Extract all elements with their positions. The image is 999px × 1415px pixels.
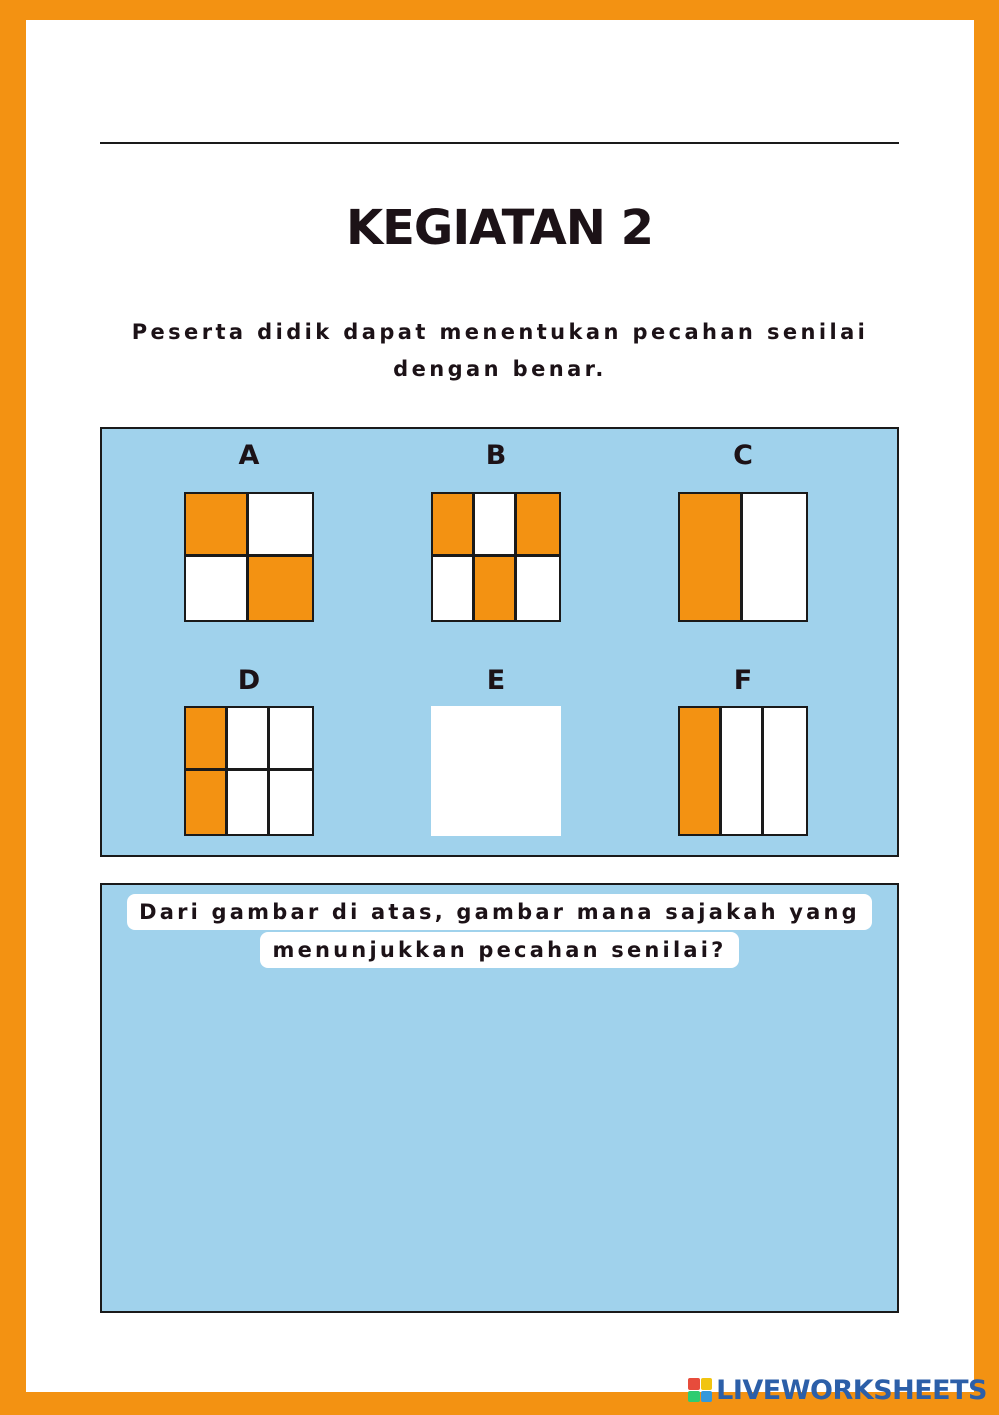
page-title: KEGIATAN 2 <box>345 200 654 256</box>
figure-label-a: A <box>238 440 260 471</box>
unshaded-part <box>228 708 270 771</box>
unshaded-part <box>764 708 806 834</box>
unshaded-part <box>722 708 764 834</box>
shaded-part <box>680 494 743 620</box>
shaded-part <box>186 494 249 557</box>
unshaded-part <box>270 708 312 771</box>
liveworksheets-brand <box>688 1373 987 1407</box>
question-text <box>0 894 999 968</box>
figure-label-e: E <box>486 665 506 696</box>
fraction-figure-b <box>431 492 561 622</box>
fraction-figure-f <box>678 706 808 836</box>
learning-objective: Peserta didik dapat menentukan pecahan senilai dengan benar. <box>131 320 869 381</box>
shaded-part <box>680 708 722 834</box>
unshaded-part <box>270 771 312 834</box>
unshaded-part <box>517 557 559 620</box>
fraction-figure-c <box>678 492 808 622</box>
question-line-2: menunjukkan pecahan senilai? <box>260 932 738 968</box>
shaded-part <box>433 494 475 557</box>
unshaded-part <box>249 494 312 557</box>
unshaded-part <box>743 494 806 620</box>
fraction-figure-d <box>184 706 314 836</box>
figure-label-d: D <box>237 665 261 696</box>
figure-label-f: F <box>733 665 753 696</box>
shaded-part <box>475 557 517 620</box>
name-line <box>100 142 899 144</box>
figure-label-b: B <box>485 440 507 471</box>
fraction-figure-a <box>184 492 314 622</box>
shaded-part <box>517 494 559 557</box>
unshaded-part <box>228 771 270 834</box>
fraction-figure-e <box>431 706 561 836</box>
figure-label-c: C <box>733 440 753 471</box>
shaded-part <box>186 771 228 834</box>
brand-name: LIVEWORKSHEETS <box>716 1374 987 1406</box>
shaded-part <box>249 557 312 620</box>
question-line-1: Dari gambar di atas, gambar mana sajakah yang <box>127 894 872 930</box>
shaded-part <box>186 708 228 771</box>
unshaded-part <box>433 557 475 620</box>
unshaded-part <box>186 557 249 620</box>
unshaded-part <box>475 494 517 557</box>
liveworksheets-logo-icon <box>688 1378 712 1402</box>
